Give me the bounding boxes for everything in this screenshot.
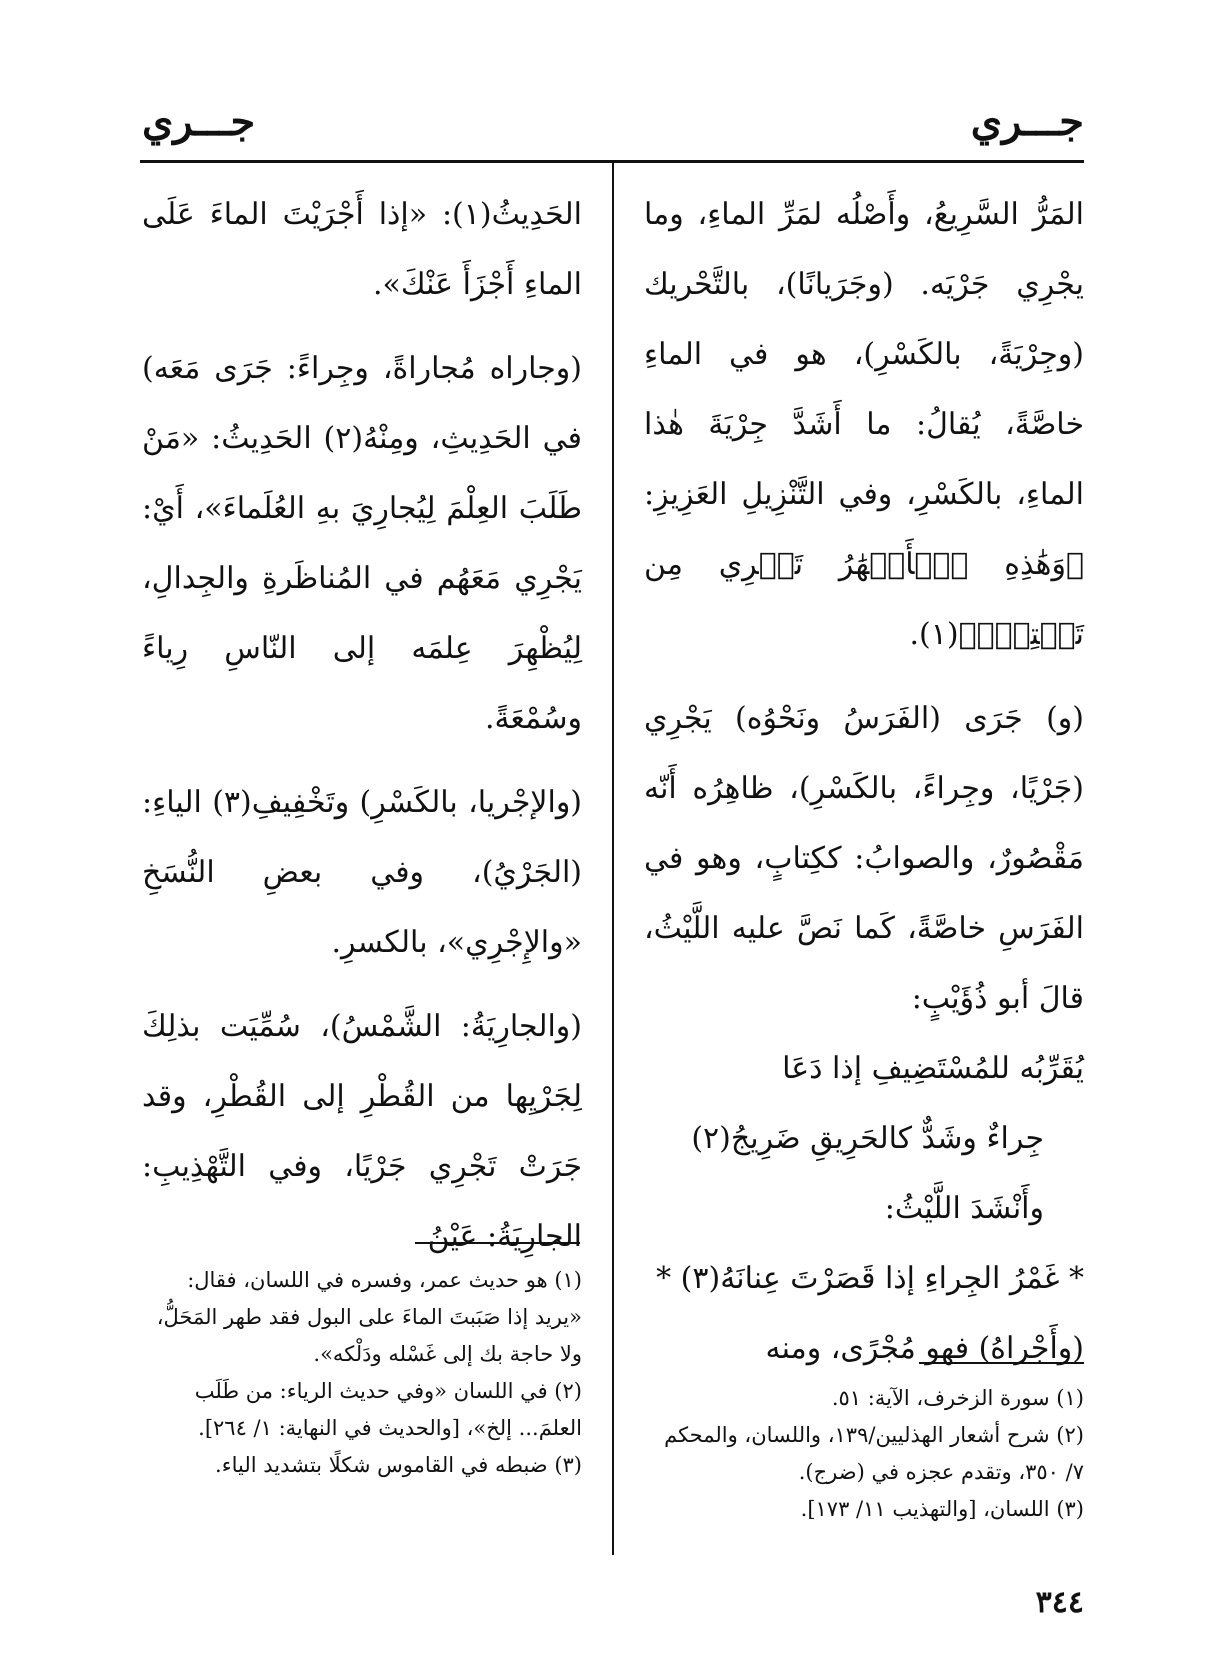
verse-line: * غَمْرُ الجِراءِ إذا قَصَرْتَ عِنانَهُ(٣) * xyxy=(656,1261,1084,1296)
paragraph: (والجارِيَةُ: الشَّمْسُ)، سُمِّيَت بذلِكَ لِجَرْيِها من القُطْرِ إلى القُطْرِ، وقد جَرَتْ تَجْرِي جَرْيًا، وفي التَّهْذِيبِ: الجارِيَةُ: عَيْنُ xyxy=(142,1009,582,1254)
left-column xyxy=(142,180,582,1286)
footnote: (٢) شرح أشعار الهذليين/١٣٩، واللسان، والمحكم ٧/ ٣٥٠، وتقدم عجزه في (ضرج). xyxy=(664,1423,1084,1484)
column-divider xyxy=(612,160,614,1555)
running-head-left: جـــري xyxy=(142,98,256,145)
verse-intro: وأَنْشَدَ اللَّيْثُ: xyxy=(884,1191,1044,1226)
footnote: (٣) اللسان، [والتهذيب ١١/ ١٧٣]. xyxy=(800,1497,1084,1521)
paragraph: المَرُّ السَّرِيعُ، وأَصْلُه لمَرِّ الماءِ، وما يجْرِي جَرْيَه. (وجَرَيانًا)، بالتَّحْريك (وجِرْيَةً، بالكَسْرِ)، هو في الماءِ خاصَّةً، يُقالُ: ما أَشَدَّ جِرْيَةَ هٰذا الماءِ، بالكَسْرِ، وفي التَّنْزِيلِ العَزِيزِ: ﴿وَهَٰذِهِ ٱلۡأَنۡهَٰرُ تَجۡرِي مِن تَحۡتِيٓۚ﴾(١). xyxy=(644,197,1084,652)
verse-line: يُقَرِّبُه للمُسْتَضِيفِ إذا دَعَا xyxy=(782,1051,1084,1086)
footnote: (٣) ضبطه في القاموس شكلًا بتشديد الياء. xyxy=(215,1453,582,1477)
running-head-right: جـــري xyxy=(970,98,1084,145)
paragraph: الحَدِيثُ(١): «إذا أَجْرَيْتَ الماءَ عَلَى الماءِ أَجْزَأَ عَنْكَ». xyxy=(142,197,582,302)
paragraph: (و) جَرَى (الفَرَسُ ونَحْوُه) يَجْرِي (جَرْيًا، وجِراءً، بالكَسْرِ)، ظاهِرُه أَنّه مَقْصُورٌ، والصوابُ: ككِتابٍ، وهو في الفَرَسِ خاصَّةً، كَما نَصَّ عليه اللَّيْثُ، قالَ أبو ذُؤَيْبٍ: xyxy=(644,701,1084,1016)
footnote: (٢) في اللسان «وفي حديث الرياء: من طَلَب العلمَ... إلخ»، [والحديث في النهاية: ١/ ٢٦٤]. xyxy=(194,1379,582,1440)
footnotes-left xyxy=(142,1262,582,1484)
footnotes-right xyxy=(644,1380,1084,1528)
paragraph: (والإجْريا، بالكَسْرِ) وتَخْفِيفِ(٣) الياءِ: (الجَرْيُ)، وفي بعضِ النُّسَخِ «والإِجْرِي»، بالكسرِ. xyxy=(142,785,583,960)
footnote-rule-right xyxy=(919,1362,1084,1364)
footnote-rule-left xyxy=(415,1242,580,1244)
footnote: (١) هو حديث عمر، وفسره في اللسان، فقال: «يريد إذا صَبَبتَ الماءَ على البول فقد طهر المَحَلُّ، ولا حاجة بك إلى غَسْله ودَلْكه». xyxy=(156,1268,582,1366)
right-column xyxy=(644,180,1084,1384)
paragraph: (وجاراه مُجاراةً، وجِراءً: جَرَى مَعَه) في الحَدِيثِ، ومِنْهُ(٢) الحَدِيثُ: «مَنْ طَلَبَ العِلْمَ لِيُجارِيَ بهِ العُلَماءَ»، أَيْ: يَجْرِي مَعَهُم في المُناظَرةِ والجِدالِ، لِيُظْهِرَ عِلمَه إلى النّاسِ رِياءً وسُمْعَةً. xyxy=(142,351,582,736)
verse-line: جِراءٌ وشَدٌّ كالحَرِيقِ ضَرِيجُ(٢) xyxy=(691,1121,1044,1156)
footnote: (١) سورة الزخرف، الآية: ٥١. xyxy=(831,1386,1084,1410)
page-number: ٣٤٤ xyxy=(1035,1585,1084,1620)
paragraph: (وأَجْراهُ) فهو مُجْرًى، ومنه xyxy=(765,1331,1084,1366)
